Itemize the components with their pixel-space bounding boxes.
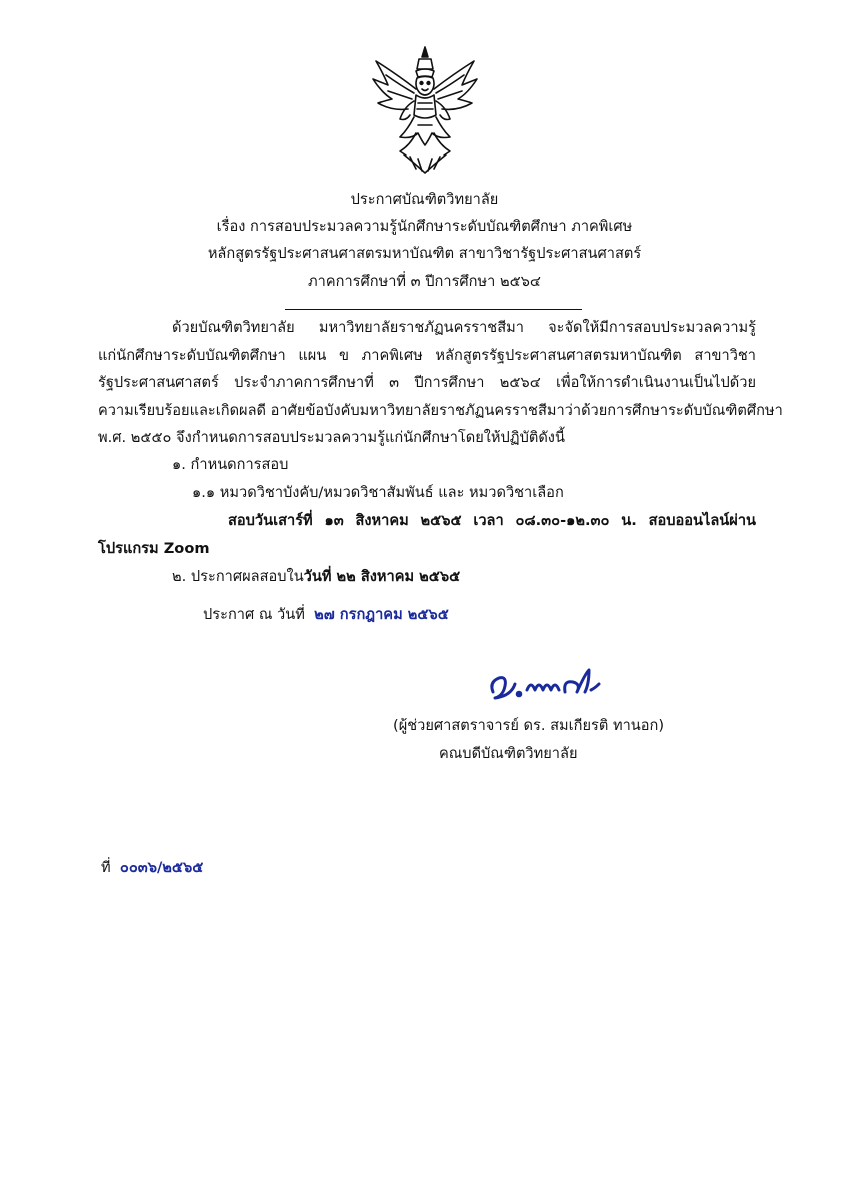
paragraph-line-1: ด้วยบัณฑิตวิทยาลัย มหาวิทยาลัยราชภัฏนครราชสีมา จะจัดให้มีการสอบประมวลความรู้ — [172, 319, 756, 336]
reference-number: ๐๐๓๖/๒๕๖๕ — [119, 859, 204, 876]
paragraph-line-4: ความเรียบร้อยและเกิดผลดี อาศัยข้อบังคับมหาวิทยาลัยราชภัฏนครราชสีมาว่าด้วยการศึกษาระดับบัณฑิตศึกษา — [98, 402, 783, 419]
announce-date: ๒๗ กรกฎาคม ๒๕๖๕ — [314, 606, 449, 623]
reference-number-line — [101, 858, 203, 878]
signer-name: (ผู้ช่วยศาสตราจารย์ ดร. สมเกียรติ ทานอก) — [393, 717, 665, 734]
reference-prefix: ที่ — [101, 859, 111, 876]
announce-prefix: ประกาศ ณ วันที่ — [203, 606, 305, 623]
exam-schedule-line-2: โปรแกรม Zoom — [98, 540, 210, 557]
item-2-prefix: ๒. ประกาศผลสอบใน — [172, 568, 304, 585]
paragraph-line-3: รัฐประศาสนศาสตร์ ประจำภาคการศึกษาที่ ๓ ปีการศึกษา ๒๕๖๔ เพื่อให้การดำเนินงานเป็นไปด้วย — [98, 374, 756, 391]
result-date: วันที่ ๒๒ สิงหาคม ๒๕๖๕ — [303, 568, 461, 585]
item-1-1: ๑.๑ หมวดวิชาบังคับ/หมวดวิชาสัมพันธ์ และ หมวดวิชาเลือก — [192, 484, 564, 501]
announce-date-line — [203, 605, 449, 625]
signer-title: คณบดีบัณฑิตวิทยาลัย — [439, 745, 578, 762]
program-line: หลักสูตรรัฐประศาสนศาสตรมหาบัณฑิต สาขาวิชารัฐประศาสนศาสตร์ — [207, 245, 642, 262]
header-divider — [285, 309, 582, 310]
subject-line: เรื่อง การสอบประมวลความรู้นักศึกษาระดับบัณฑิตศึกษา ภาคพิเศษ — [216, 218, 633, 235]
term-line: ภาคการศึกษาที่ ๓ ปีการศึกษา ๒๕๖๔ — [308, 273, 541, 290]
item-2 — [172, 567, 460, 587]
paragraph-line-2: แก่นักศึกษาระดับบัณฑิตศึกษา แผน ข ภาคพิเศษ หลักสูตรรัฐประศาสนศาสตรมหาบัณฑิต สาขาวิชา — [98, 347, 756, 364]
exam-schedule-line-1: สอบวันเสาร์ที่ ๑๓ สิงหาคม ๒๕๖๕ เวลา ๐๘.๓๐-๑๒.๓๐ น. สอบออนไลน์ผ่าน — [228, 512, 756, 529]
item-1: ๑. กำหนดการสอบ — [172, 456, 289, 473]
garuda-emblem-icon — [370, 45, 480, 175]
paragraph-line-5: พ.ศ. ๒๕๕๐ จึงกำหนดการสอบประมวลความรู้แก่นักศึกษาโดยให้ปฏิบัติดังนี้ — [98, 429, 565, 446]
handwritten-signature — [485, 662, 605, 706]
announcement-title: ประกาศบัณฑิตวิทยาลัย — [350, 191, 499, 208]
